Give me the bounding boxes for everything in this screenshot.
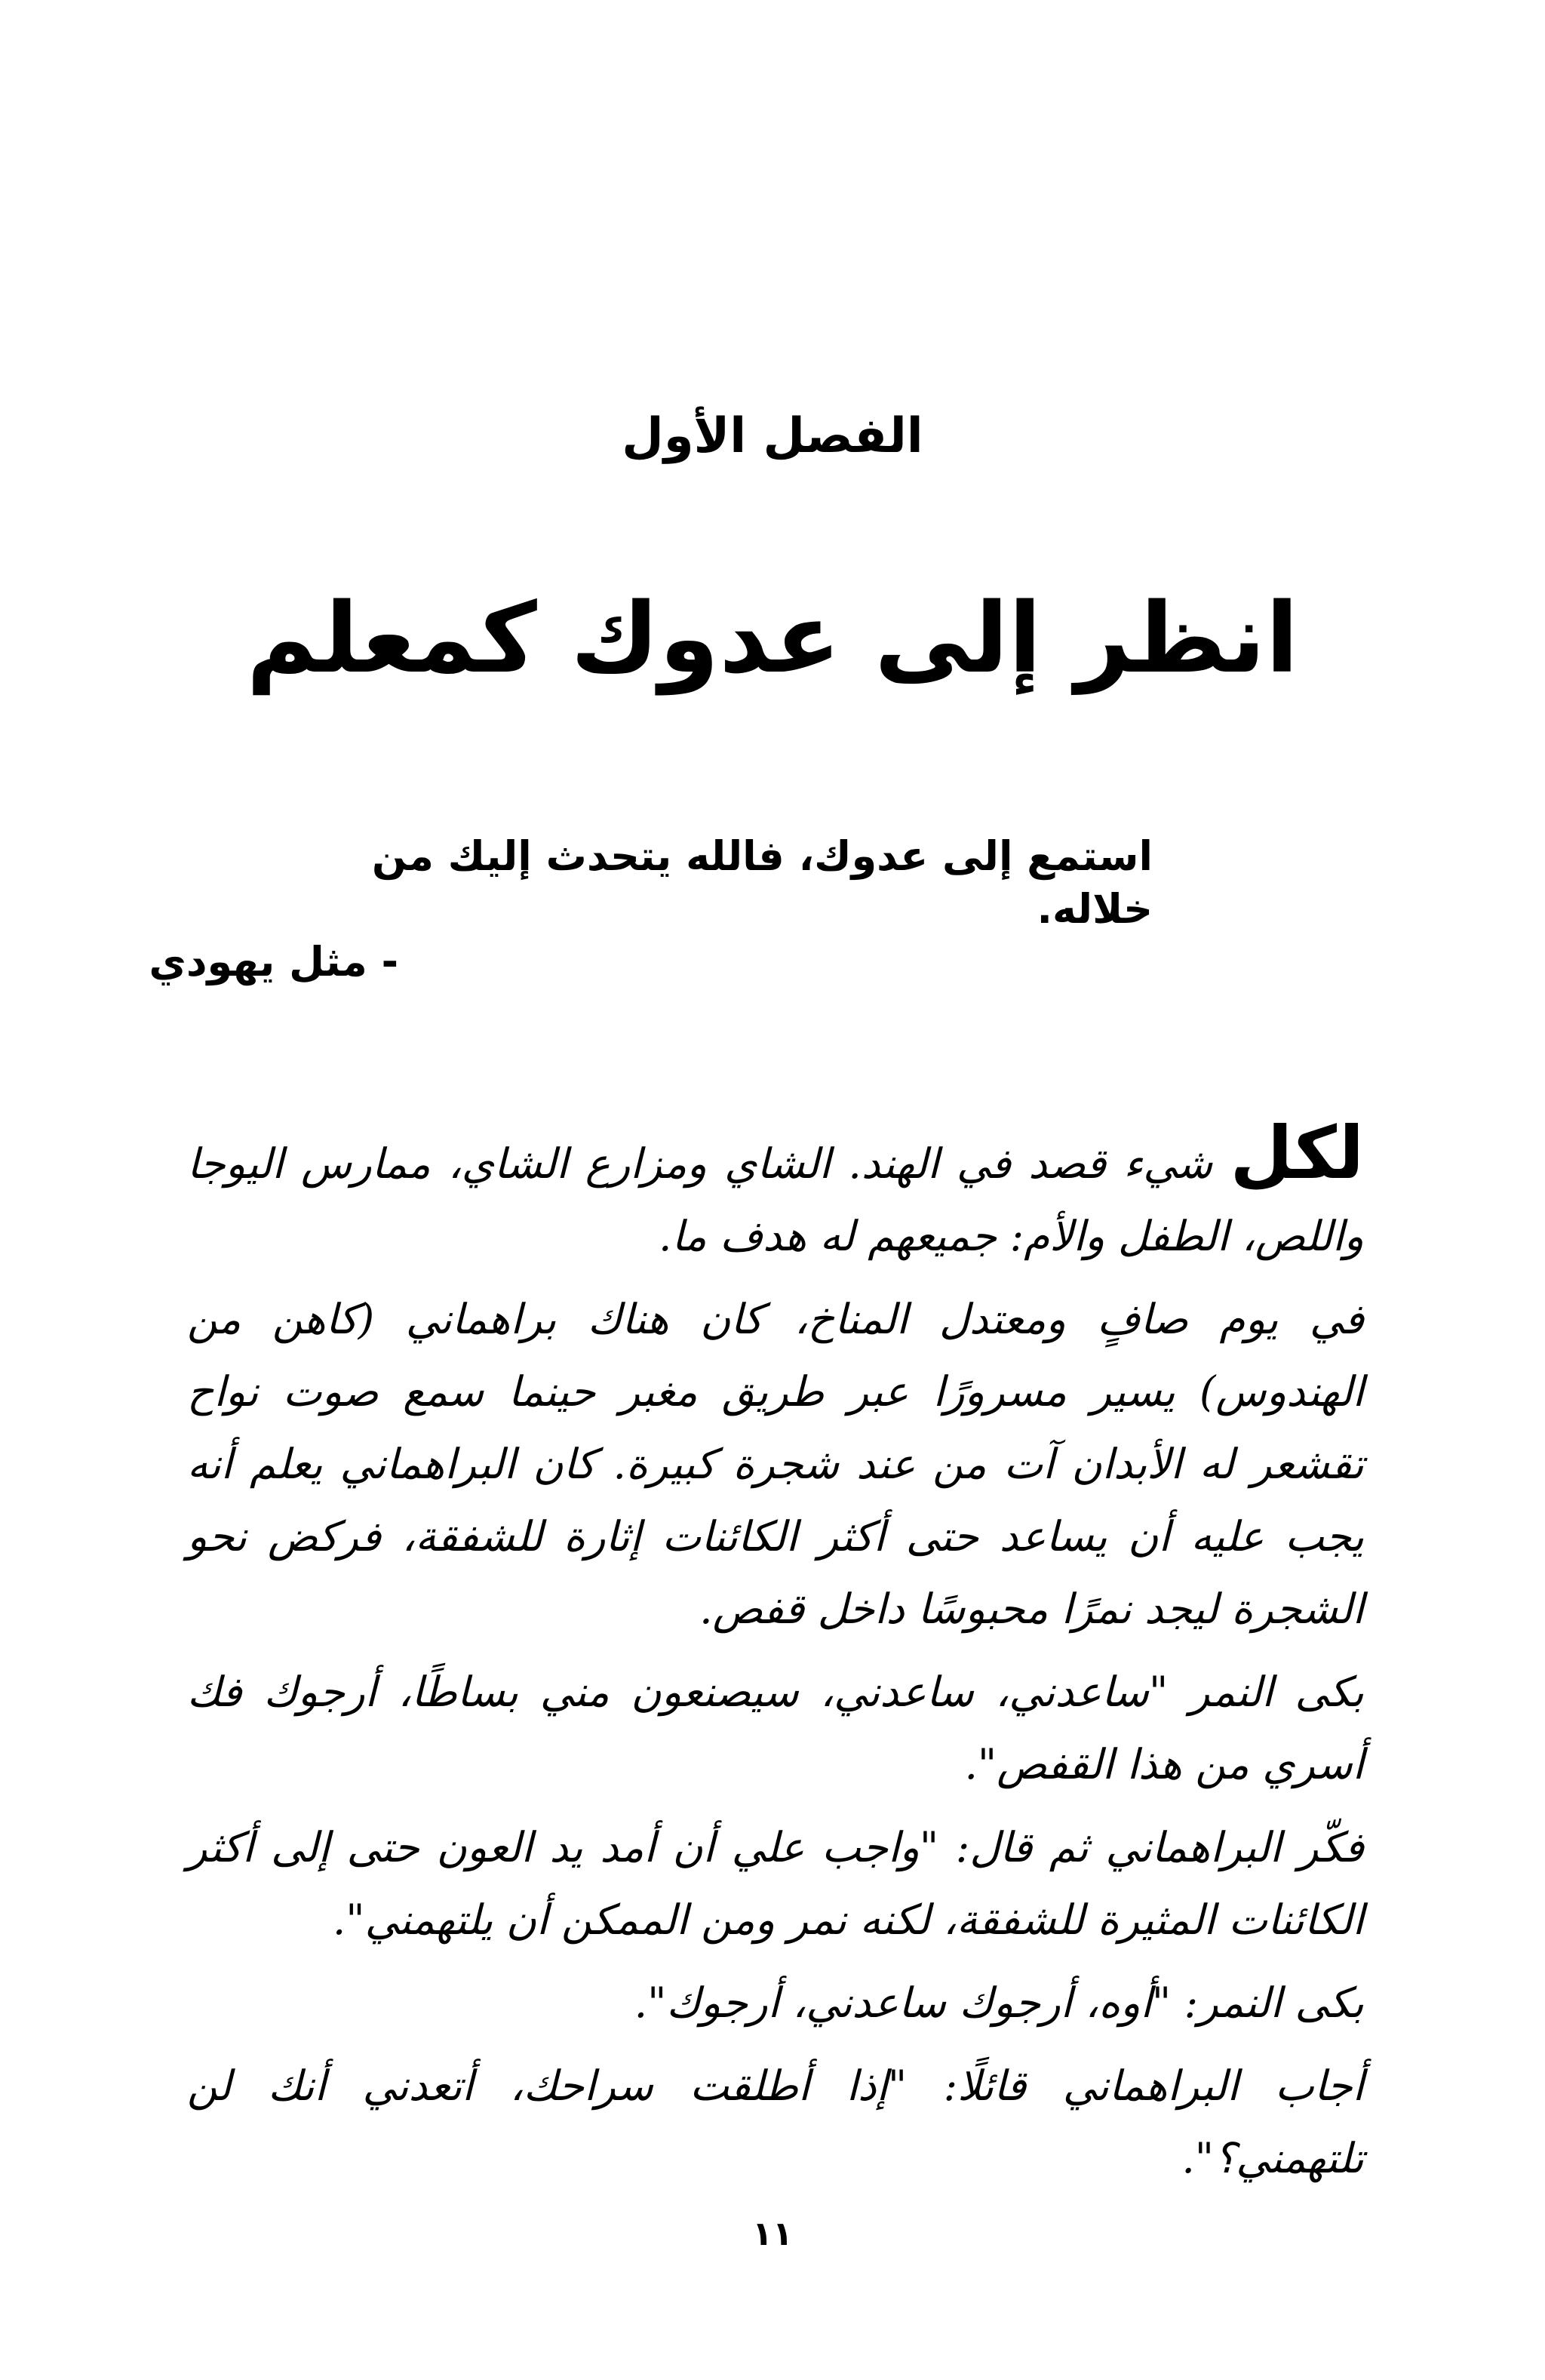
paragraph-3: بكى النمر "ساعدني، ساعدني، سيصنعون مني بساطًا، أرجوك فك أسري من هذا القفص". (187, 1668, 1364, 1788)
page-number: ١١ (752, 2215, 793, 2253)
epigraph-source: - مثل يهودي (149, 938, 398, 986)
paragraph-1 (187, 1111, 1364, 1272)
chapter-title: انظر إلى عدوك كمعلم (246, 583, 1299, 695)
paragraph-1-text: شيء قصد في الهند. الشاي ومزارع الشاي، ممارس اليوجا واللص، الطفل والأم: جميعهم له هدف ما. (187, 1139, 1364, 1260)
paragraph-4: فكّر البراهماني ثم قال: "واجب علي أن أمد يد العون حتى إلى أكثر الكائنات المثيرة للشفقة، لكنه نمر ومن الممكن أن يلتهمني". (187, 1823, 1364, 1944)
lead-word: لكل (1230, 1111, 1364, 1195)
paragraph-5: بكى النمر: "أوه، أرجوك ساعدني، أرجوك". (634, 1979, 1364, 2027)
chapter-label: الفصل الأول (622, 408, 923, 464)
paragraph-2: في يوم صافٍ ومعتدل المناخ، كان هناك براهماني (كاهن من الهندوس) يسير مسرورًا عبر طريق مغبر حينما سمع صوت نواح تقشعر له الأبدان آت من عند شجرة كبيرة. كان البراهماني يعلم أنه يجب عليه أن يساعد حتى أكثر الكائنات إثارة للشفقة، فركض نحو الشجرة ليجد نمرًا محبوسًا داخل قفص. (187, 1295, 1364, 1633)
chapter-body (187, 1111, 1364, 2205)
paragraph-6: أجاب البراهماني قائلًا: "إذا أطلقت سراحك، أتعدني أنك لن تلتهمني؟". (187, 2062, 1364, 2182)
epigraph-quote: استمع إلى عدوك، فالله يتحدث إليك من خلاله. (371, 832, 1153, 933)
